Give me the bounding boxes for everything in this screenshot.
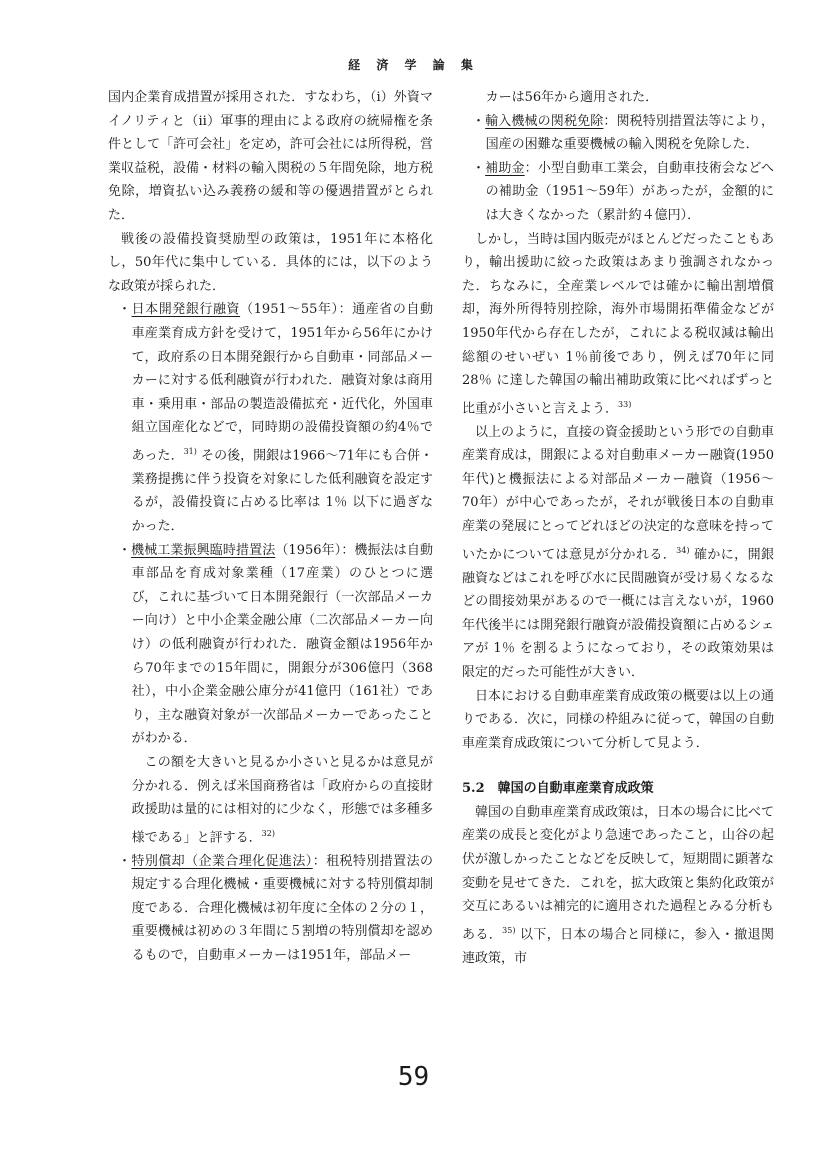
footnote-ref: 34) <box>676 545 690 555</box>
list-item-continuation: カーは56年から適用された． <box>485 90 659 105</box>
list-item: ・補助金：小型自動車工業会，自動車技術会などへの補助金（1951～59年）があったが，金額的には大きくなかった（累計約４億円）． <box>472 160 774 223</box>
paragraph <box>462 228 774 421</box>
list-item: ・機械工業振興臨時措置法（1956年）：機振法は自動車部品を育成対象業種（17産業）のひとつに選び，これに基づいて日本開発銀行（一次部品メーカー向け）と中小企業金融公庫（二次部品メーカー向け）の低利融資が行われた．融資金額は1956年から70年までの15年間に，開銀分が306億円（368社），中小企業金融公庫分が41億円（161社）であり，主な融資対象が一次部品メーカーであったことがわかる． <box>118 542 433 747</box>
footnote-ref: 35) <box>502 925 516 935</box>
list-item: ・特別償却（企業合理化促進法）：租税特別措置法の規定する合理化機械・重要機械に対する特別償却制度である．合理化機械は初年度に全体の２分の１，重要機械は初めの３年間に５割増の特別償却を認めるもので，自動車メーカーは1951年，部品メー <box>118 853 433 964</box>
list-item-text: （1956年）：機振法は自動車部品を育成対象業種（17産業）のひとつに選び，これに基づいて日本開発銀行（一次部品メーカー向け）と中小企業金融公庫（二次部品メーカー向け）の低利融資が行われた．融資金額は1956年から70年までの15年間に，開銀分が306億円（368社），中小企業金融公庫分が41億円（161社）であり，主な融資対象が一次部品メーカーであったことがわかる． <box>131 542 433 747</box>
note-text: この額を大きいと見るか小さいと見るかは意見が分かれる．例えば米国商務省は「政府からの直接財政援助は量的には相対的に少なく，形態では多種多様である」と評する． <box>131 754 433 846</box>
list-item-title: 補助金 <box>485 160 525 176</box>
list-item-note <box>118 751 433 850</box>
list-item: ・輸入機械の関税免除：関税特別措置法等により，国産の困難な重要機械の輸入関税を免除した． <box>472 113 774 153</box>
paragraph-text: 韓国の自動車産業育成政策は，日本の場合に比べて産業の成長と変化がより急速であったこと，山谷の起伏が激しかったことなどを反映して，短期間に顕著な変動を見せてきた．これを，拡大政策と集約化政策が交互にあるいは補完的に適用された過程とみる分析もある． <box>462 804 775 943</box>
list-item-text: ：小型自動車工業会，自動車技術会などへの補助金（1951～59年）があったが，金額的には大きくなかった（累計約４億円）． <box>485 160 774 223</box>
paragraph-text: しかし，当時は国内販売がほとんどだったこともあり，輸出援助に絞った政策はあまり強調されなかった．ちなみに，全産業レベルでは確かに輸出割増償却，海外所得特別控除，海外市場開拓準備金などが1950年代から存在したが，これによる税収減は輸出総額のせいぜい 1％前後であり，例えば70年に同 28％ に達した韓国の輸出補助政策に比べればずっと比重が小さいと言えよう． <box>462 231 775 417</box>
paragraph <box>462 801 774 970</box>
list-item-text: その後，開銀は1966～71年にも合併・業務提携に伴う投資を対象にした低利融資を設定するが，設備投資に占める比率は 1％ 以下に過ぎなかった． <box>131 448 433 535</box>
journal-header: 経 済 学 論 集 <box>348 58 479 72</box>
list-item-text: ：租税特別措置法の規定する合理化機械・重要機械に対する特別償却制度である．合理化機械は初年度に全体の２分の１，重要機械は初めの３年間に５割増の特別償却を認めるもので，自動車メーカーは1951年，部品メー <box>131 853 433 964</box>
footnote-ref: 32) <box>261 828 275 838</box>
section-heading: 5.2 韓国の自動車産業育成政策 <box>462 781 654 797</box>
paragraph: 日本における自動車産業育成政策の概要は以上の通りである．次に，同様の枠組みに従って，韓国の自動車産業育成政策について分析して見よう． <box>462 688 775 751</box>
paragraph-text: 確かに，開銀融資などはこれを呼び水に民間融資が受け易くなるなどの間接効果があるので一概には言えないが，1960年代後半には開発銀行融資が設備投資額に占めるシェアが 1％ を割るようになっており，その政策効果は限定的だった可能性が大きい． <box>462 546 775 680</box>
list-item: ・日本開発銀行融資（1951～55年）：通産省の自動車産業育成方針を受けて，1951年から56年にかけて，政府系の日本開発銀行から自動車・同部品メーカーに対する低利融資が行われた．融資対象は商用車・乗用車・部品の製造設備拡充・近代化，外国車組立国産化などで，同時期の設備投資額の約4％であった．$^{31)}$ その後，開銀は1966～71年にも合併・業務提携に伴う投資を対象にした低利融資を設定するが，設備投資に占める比率は 1％ 以下に過ぎなかった． <box>118 302 433 535</box>
list-item-text: （1951～55年）：通産省の自動車産業育成方針を受けて，1951年から56年にかけて，政府系の日本開発銀行から自動車・同部品メーカーに対する低利融資が行われた．融資対象は商用車・乗用車・部品の製造設備拡充・近代化，外国車組立国産化などで，同時期の設備投資額の約4％であった． <box>131 302 433 464</box>
list-item-title: 日本開発銀行融資 <box>131 302 241 318</box>
list-item-title: 輸入機械の関税免除 <box>485 113 604 129</box>
list-item-text: ：関税特別措置法等により，国産の困難な重要機械の輸入関税を免除した． <box>485 113 774 153</box>
paragraph-text: 以上のように，直接の資金援助という形での自動車産業育成は，開銀による対自動車メーカー融資(1950年代)と機振法による対部品メーカー融資（1956～70年）が中心であったが，それが戦後日本の自動車産業の発展にとってどれほどの決定的な意味を持っていたかについては意見が分かれる． <box>462 424 775 562</box>
list-item-title: 特別償却（企業合理化促進法） <box>131 853 313 869</box>
list-item-title: 機械工業振興臨時措置法 <box>131 542 276 558</box>
page-number: 59 <box>397 1062 430 1092</box>
paragraph <box>462 421 774 685</box>
paragraph-text: 以下，日本の場合と同様に，参入・撤退関連政策，市 <box>462 927 774 966</box>
left-column <box>108 86 433 968</box>
paragraph: 戦後の設備投資奨励型の政策は，1951年に本格化し，50年代に集中している．具体的には，以下のような政策が採られた． <box>108 231 433 294</box>
footnote-ref: 33) <box>618 399 632 409</box>
paragraph: 国内企業育成措置が採用された．すなわち，（ⅰ）外資マイノリティと（ⅱ）軍事的理由による政府の統帰権を条件として「許可会社」を定め，許可会社には所得税，営業収益税，設備・材料の輸入関税の５年間免除，地方税免除，増資払い込み義務の緩和等の優遇措置がとられた． <box>108 90 434 223</box>
footnote-ref: 31) <box>183 446 197 456</box>
right-column <box>462 86 774 970</box>
